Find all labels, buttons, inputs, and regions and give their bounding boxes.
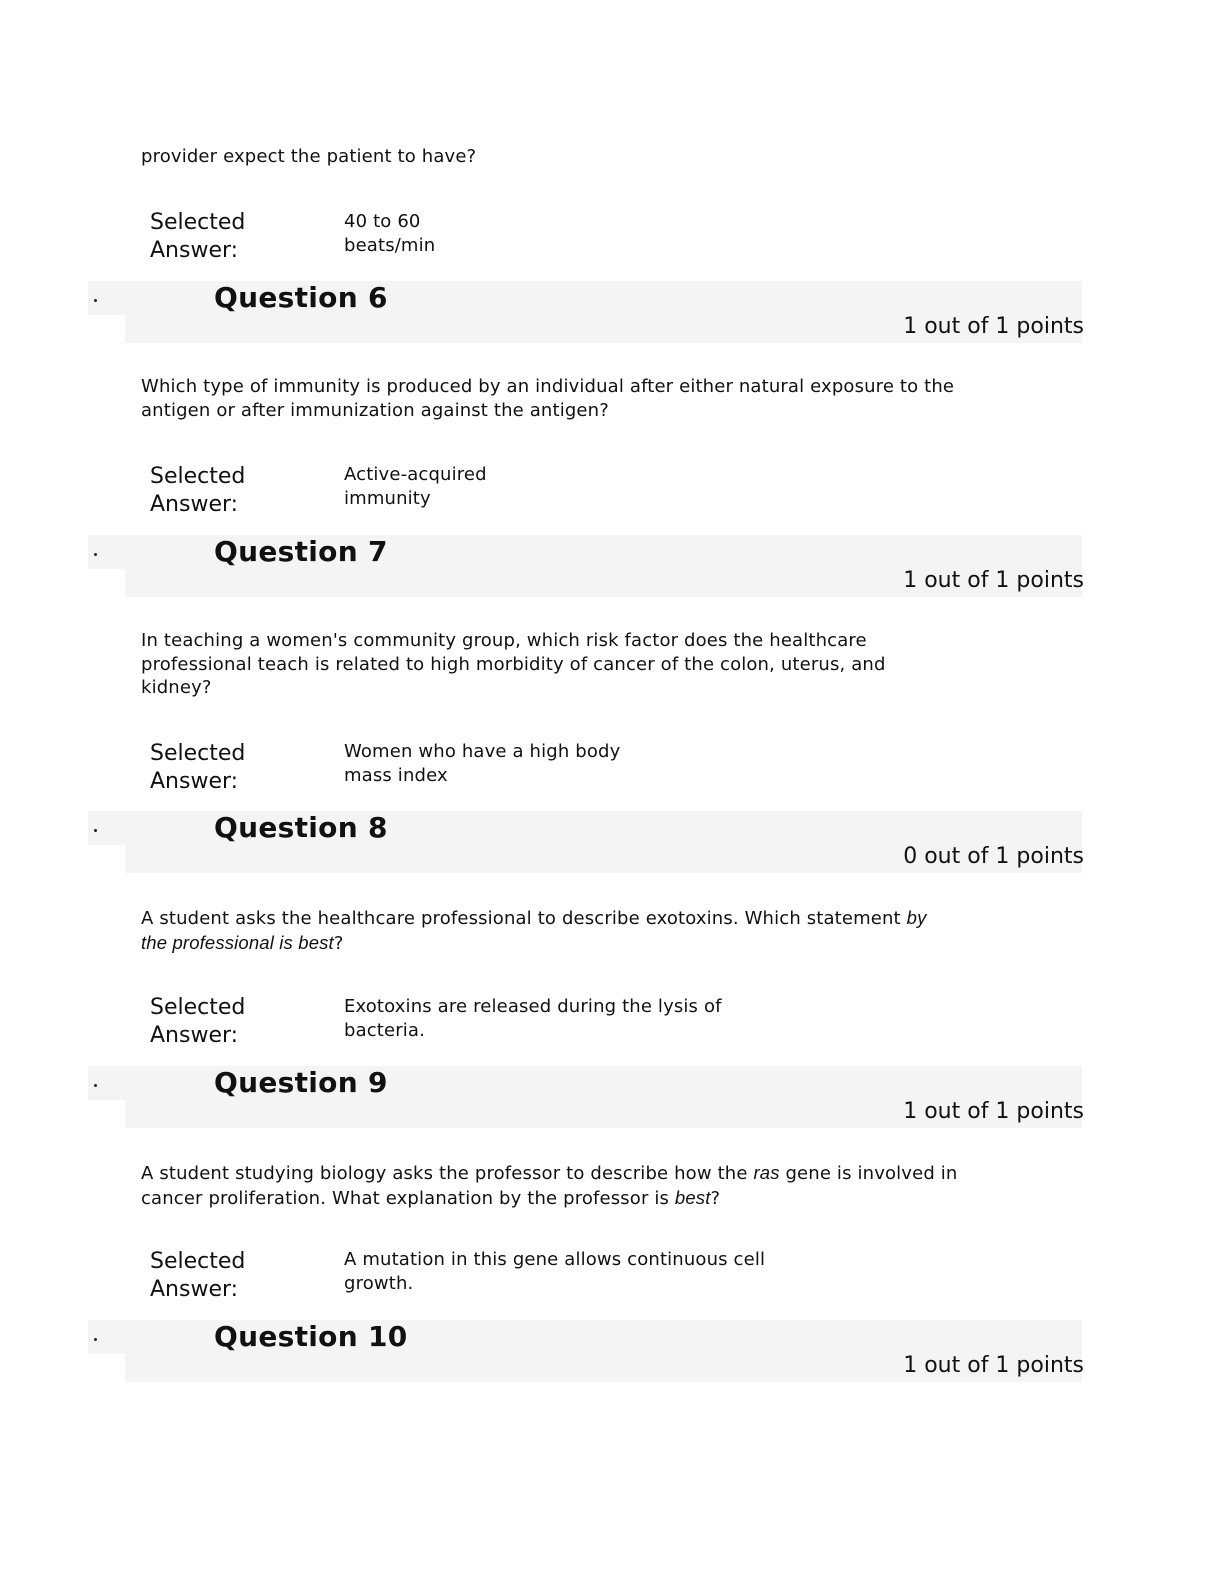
selected-answer-label <box>150 994 300 1050</box>
selected-answer-label <box>150 463 300 519</box>
question-text-segment: ? <box>710 1187 721 1209</box>
question-title: Question 10 <box>214 1320 408 1353</box>
question-title: Question 6 <box>214 281 388 314</box>
selected-label-line: Selected <box>150 210 246 235</box>
selected-answer-label <box>150 1248 300 1304</box>
answer-line: bacteria. <box>344 1019 425 1041</box>
question-8-header <box>88 811 1084 875</box>
question-text-line <box>141 1186 958 1211</box>
question-points: 1 out of 1 points <box>903 314 1084 339</box>
question-title: Question 7 <box>214 535 388 568</box>
question-text-line <box>141 931 926 956</box>
answer-line: 40 to 60 <box>344 211 421 232</box>
selected-label-line: Selected <box>150 1249 246 1274</box>
answer-label-line: Answer: <box>150 492 239 517</box>
question-text-line: In teaching a women's community group, which risk factor does the healthcare <box>141 630 867 651</box>
selected-answer-value <box>344 1248 765 1295</box>
question-9-text <box>141 1161 958 1210</box>
selected-label-line: Selected <box>150 995 246 1020</box>
selected-answer-label <box>150 740 300 796</box>
selected-answer-value <box>344 210 435 257</box>
answer-label-line: Answer: <box>150 1023 239 1048</box>
question-title: Question 8 <box>214 811 388 844</box>
bullet-icon <box>94 829 97 832</box>
question-text-line <box>141 906 926 931</box>
question-6-header <box>88 281 1084 345</box>
answer-line: beats/min <box>344 234 436 256</box>
question-text-line: professional teach is related to high morbidity of cancer of the colon, uterus, and <box>141 653 886 675</box>
question-10-header <box>88 1320 1084 1384</box>
question-text-emphasis: ras <box>753 1162 780 1183</box>
bullet-icon <box>94 299 97 302</box>
question-points: 0 out of 1 points <box>903 844 1084 869</box>
selected-answer-label <box>150 209 300 265</box>
question-text-segment: A student studying biology asks the professor to describe how the <box>141 1163 754 1184</box>
question-points: 1 out of 1 points <box>903 568 1084 593</box>
question-text-line: provider expect the patient to have? <box>141 146 477 167</box>
answer-label-line: Answer: <box>150 769 239 794</box>
answer-line: growth. <box>344 1272 414 1294</box>
answer-line: Active-acquired <box>344 464 487 485</box>
question-text-emphasis: the professional is best <box>141 931 334 953</box>
question-text-line: kidney? <box>141 677 212 698</box>
answer-line: Women who have a high body <box>344 741 621 762</box>
selected-label-line: Selected <box>150 464 246 489</box>
question-8-text <box>141 906 926 955</box>
question-text-emphasis: best <box>674 1186 711 1208</box>
question-text-line: antigen or after immunization against the antigen? <box>141 399 609 421</box>
answer-label-line: Answer: <box>150 1277 239 1302</box>
question-text-segment: gene is involved in <box>779 1163 958 1184</box>
answer-line: A mutation in this gene allows continuous cell <box>344 1249 766 1270</box>
bullet-icon <box>94 1338 97 1341</box>
selected-answer-value <box>344 463 487 510</box>
question-text-segment: cancer proliferation. What explanation by the professor is <box>141 1187 675 1209</box>
answer-line: Exotoxins are released during the lysis of <box>344 996 722 1017</box>
selected-answer-value <box>344 740 620 787</box>
selected-label-line: Selected <box>150 741 246 766</box>
selected-answer-value <box>344 995 722 1042</box>
question-7-header <box>88 535 1084 599</box>
question-points: 1 out of 1 points <box>903 1353 1084 1378</box>
question-points: 1 out of 1 points <box>903 1099 1084 1124</box>
question-9-header <box>88 1066 1084 1130</box>
answer-label-line: Answer: <box>150 238 239 263</box>
question-7-text <box>141 629 886 700</box>
question-title: Question 9 <box>214 1066 388 1099</box>
answer-line: immunity <box>344 487 431 509</box>
answer-line: mass index <box>344 764 448 786</box>
question-text-line <box>141 1161 958 1186</box>
bullet-icon <box>94 553 97 556</box>
bullet-icon <box>94 1084 97 1087</box>
question-text-emphasis: by <box>906 907 927 928</box>
question-6-text <box>141 375 954 422</box>
question-text-segment: ? <box>333 932 344 954</box>
question-5-text-tail <box>141 145 476 169</box>
question-text-line: Which type of immunity is produced by an individual after either natural exposure to the <box>141 376 955 397</box>
question-text-segment: A student asks the healthcare professional to describe exotoxins. Which statement <box>141 908 907 929</box>
